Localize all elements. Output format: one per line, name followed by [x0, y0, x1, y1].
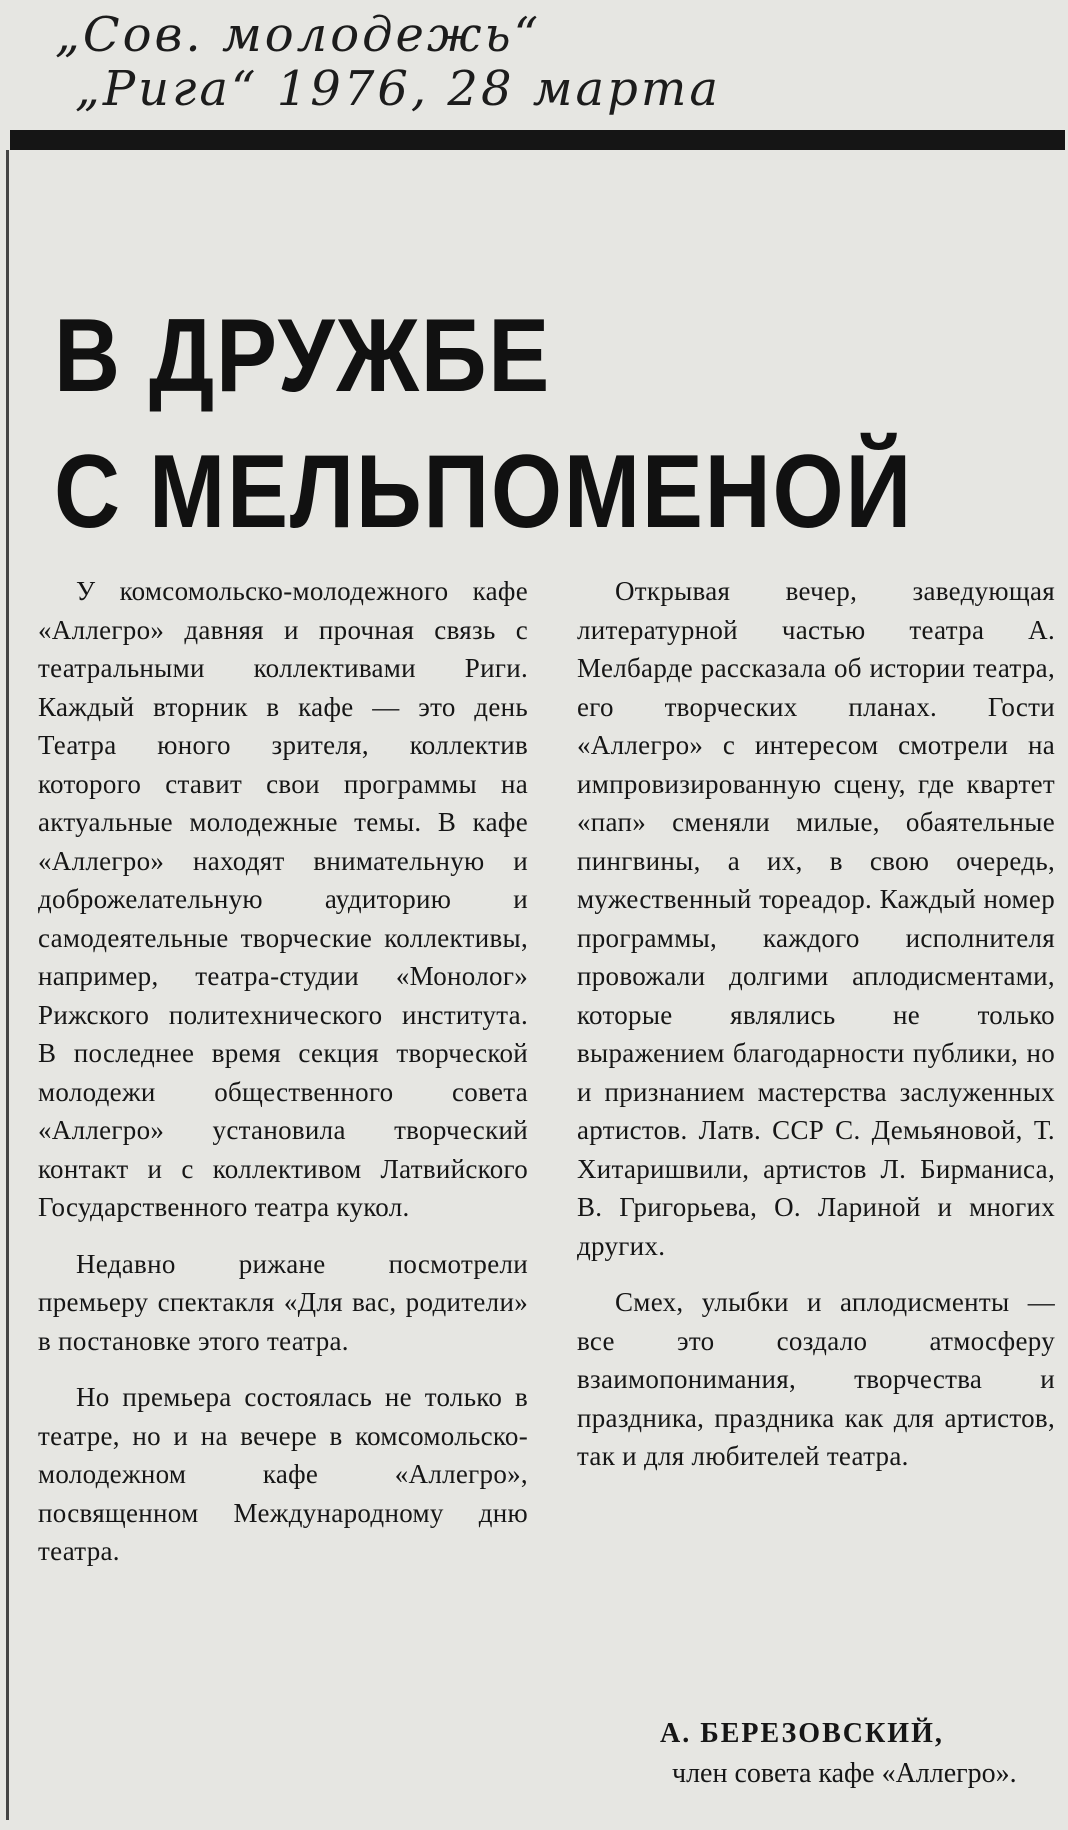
handwritten-source-note	[55, 8, 721, 116]
handwritten-line-newspaper: „Сов. молодежь“	[55, 7, 542, 63]
article-headline	[54, 288, 913, 560]
paragraph: Но премьера состоялась не только в театре, но и на вечере в комсомольско-молодежном кафе «Аллегро», посвященном Международному дню театра.	[38, 1382, 528, 1566]
article-column-right	[577, 572, 1055, 1494]
article-column-left	[38, 572, 528, 1589]
header-rule	[10, 130, 1065, 150]
paragraph: Открывая вечер, заведующая литературной частью театра А. Мелбарде рассказала об истории театра, его творческих планах. Гости «Аллегро» с интересом смотрели на импровизированную сцену, где квартет «пап» сменяли милые, обаятельные пингвины, а их, в свою очередь, мужественный тореадор. Каждый номер программы, каждого исполнителя провожали долгими аплодисментами, которые являлись не только выражением благодарности публики, но и признанием мастерства заслуженных артистов. Латв. ССР С. Демьяновой, Т. Хитаришвили, артистов Л. Бирманиса, В. Григорьева, О. Лариной и многих других.	[577, 576, 1055, 1261]
author-signature	[660, 1714, 1060, 1794]
paragraph: У комсомольско-молодежного кафе «Аллегро» давняя и прочная связь с театральными коллективами Риги. Каждый вторник в кафе — это день Театра юного зрителя, коллектив которого ставит свои программы на актуальные молодежные темы. В кафе «Аллегро» находят внимательную и доброжелательную аудиторию и самодеятельные творческие коллективы, например, театра-студии «Монолог» Рижского политехнического института. В последнее время секция творческой молодежи общественного совета «Аллегро» установила творческий контакт и с коллективом Латвийского Государственного театра кукол.	[38, 576, 528, 1222]
author-name: А. БЕРЕЗОВСКИЙ,	[660, 1718, 944, 1749]
headline-line-1: В ДРУЖБЕ	[54, 298, 552, 414]
paragraph: Смех, улыбки и аплодисменты — все это создало атмосферу взаимопонимания, творчества и праздника, праздника как для артистов, так и для любителей театра.	[577, 1287, 1055, 1471]
paragraph: Недавно рижане посмотрели премьеру спектакля «Для вас, родители» в постановке этого театра.	[38, 1248, 528, 1356]
clipping-edge	[6, 150, 9, 1820]
author-role: член совета кафе «Аллегро».	[672, 1758, 1017, 1789]
headline-line-2: С МЕЛЬПОМЕНОЙ	[54, 434, 913, 550]
handwritten-line-date: „Рига“ 1976, 28 марта	[75, 61, 722, 117]
